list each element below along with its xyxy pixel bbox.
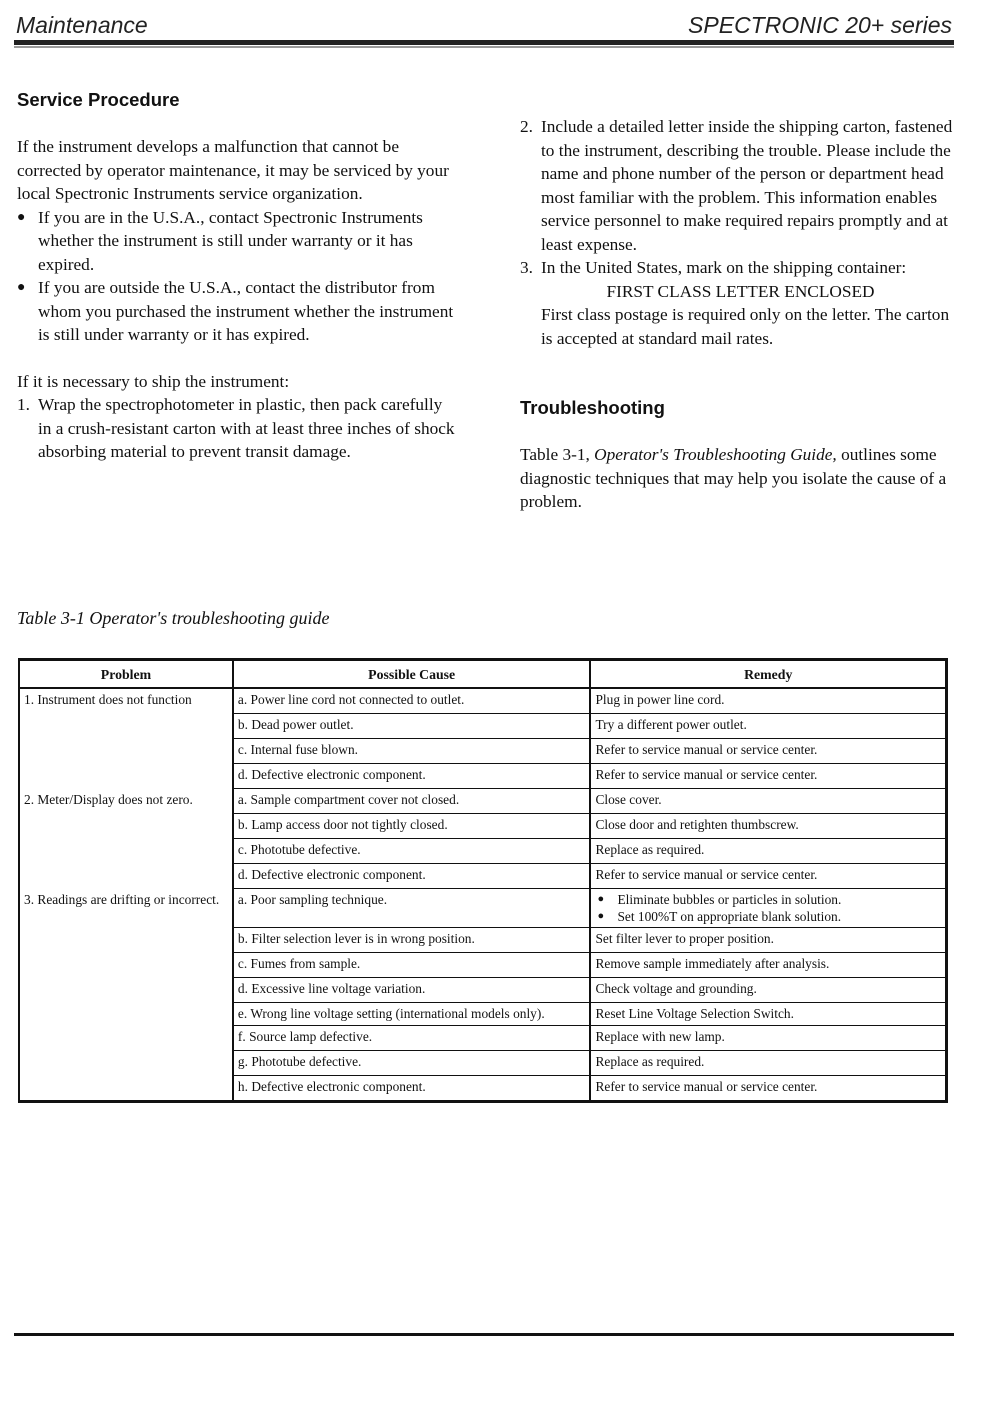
shipping-steps-continued <box>520 115 960 350</box>
remedy-cell: Set filter lever to proper position. <box>590 928 946 953</box>
header-problem: Problem <box>19 660 233 689</box>
ts-table-title-ref: Operator's Troubleshooting Guide, <box>594 445 837 464</box>
mail-marking: FIRST CLASS LETTER ENCLOSED <box>606 281 875 301</box>
cause-cell: g. Phototube defective. <box>233 1050 591 1075</box>
remedy-cell: Refer to service manual or service center. <box>590 1075 946 1101</box>
remedy-cell: Remove sample immediately after analysis. <box>590 953 946 978</box>
header-rule-shadow <box>14 46 954 48</box>
remedy-list-item: ● Set 100%T on appropriate blank solution. <box>595 909 941 926</box>
header-possible-cause: Possible Cause <box>233 660 591 689</box>
cause-cell: b. Lamp access door not tightly closed. <box>233 814 591 839</box>
cause-cell <box>233 1003 591 1026</box>
table-row <box>19 789 947 814</box>
problem-cell <box>19 688 233 789</box>
table-caption: Table 3-1 Operator's troubleshooting guide <box>17 608 330 628</box>
cause-cell: d. Excessive line voltage variation. <box>233 978 591 1003</box>
cause-cell: a. Power line cord not connected to outlet. <box>233 688 591 714</box>
step-text: In the United States, mark on the shipping container: <box>541 258 907 277</box>
step-item <box>520 256 960 350</box>
table-header-row <box>19 660 947 689</box>
right-column <box>520 115 960 514</box>
cause-cell: c. Internal fuse blown. <box>233 739 591 764</box>
cause-cell: a. Poor sampling technique. <box>233 889 591 928</box>
ts-text-before: Table 3-1, <box>520 445 595 464</box>
left-column <box>17 88 457 464</box>
table-row <box>19 688 947 714</box>
cause-cell: f. Source lamp defective. <box>233 1025 591 1050</box>
header-rule <box>14 40 954 45</box>
remedy-list-item: ● Eliminate bubbles or particles in solution. <box>595 892 941 909</box>
remedy-cell: Close door and retighten thumbscrew. <box>590 814 946 839</box>
service-heading: Service Procedure <box>17 89 180 110</box>
remedy-cell: Replace with new lamp. <box>590 1025 946 1050</box>
header-section-title: Maintenance <box>16 12 148 38</box>
cause-cell: d. Defective electronic component. <box>233 864 591 889</box>
step-number: 1. <box>17 395 30 414</box>
troubleshooting-table <box>18 658 948 1103</box>
cause-cell: b. Filter selection lever is in wrong position. <box>233 928 591 953</box>
header-product-title: SPECTRONIC 20+ series <box>688 12 952 38</box>
postage-note: First class postage is required only on the letter. The carton is accepted at standard mail rates. <box>541 305 950 348</box>
remedy-list <box>595 892 941 925</box>
footer-rule <box>14 1333 954 1336</box>
bullet-item: ● If you are outside the U.S.A., contact the distributor from whom you purchased the instrument whether the instrument is still under warranty or it has expired. <box>17 276 457 347</box>
cause-cell: h. Defective electronic component. <box>233 1075 591 1101</box>
remedy-cell: Plug in power line cord. <box>590 688 946 714</box>
remedy-cell <box>590 889 946 928</box>
problem-cell <box>19 889 233 1102</box>
remedy-cell: Reset Line Voltage Selection Switch. <box>590 1003 946 1026</box>
step-item <box>17 393 457 464</box>
step-text: Include a detailed letter inside the shipping carton, fastened to the instrument, describing the trouble. Please include the name and phone number of the person or department head most familiar with the problem. This information enables service personnel to make required repairs promptly and at least expense. <box>541 117 953 254</box>
step-text: Wrap the spectrophotometer in plastic, then pack carefully in a crush-resistant carton with at least three inches of shock absorbing material to prevent transit damage. <box>38 395 455 461</box>
remedy-cell: Try a different power outlet. <box>590 714 946 739</box>
step-item <box>520 115 960 256</box>
service-intro: If the instrument develops a malfunction that cannot be corrected by operator maintenance, it may be serviced by your local Spectronic Instruments service organization. <box>17 137 449 203</box>
problem-label: 2. Meter/Display does not zero. <box>24 791 193 807</box>
cause-cell: d. Defective electronic component. <box>233 764 591 789</box>
cause-cell: b. Dead power outlet. <box>233 714 591 739</box>
remedy-cell: Close cover. <box>590 789 946 814</box>
cause-cell: c. Fumes from sample. <box>233 953 591 978</box>
remedy-cell: Replace as required. <box>590 839 946 864</box>
remedy-cell: Refer to service manual or service center. <box>590 739 946 764</box>
ts-text-after: outlines some diagnostic techniques that may help you isolate the cause of a problem. <box>520 445 947 511</box>
problem-label: 1. Instrument does not function <box>24 692 192 707</box>
shipping-steps <box>17 393 457 464</box>
remedy-cell: Check voltage and grounding. <box>590 978 946 1003</box>
service-bullets <box>17 206 457 347</box>
problem-label: 3. Readings are drifting or incorrect. <box>24 891 220 907</box>
troubleshooting-heading: Troubleshooting <box>520 397 665 418</box>
table-row <box>19 889 947 928</box>
bullet-item: ● If you are in the U.S.A., contact Spectronic Instruments whether the instrument is still under warranty or it has expired. <box>17 206 457 277</box>
remedy-cell: Replace as required. <box>590 1050 946 1075</box>
troubleshooting-intro <box>520 443 960 514</box>
step-number: 3. <box>520 258 533 277</box>
problem-cell <box>19 789 233 889</box>
remedy-cell: Refer to service manual or service center. <box>590 864 946 889</box>
ship-intro: If it is necessary to ship the instrument: <box>17 371 290 391</box>
step-number: 2. <box>520 117 533 136</box>
cause-cell: a. Sample compartment cover not closed. <box>233 789 591 814</box>
cause-cell: c. Phototube defective. <box>233 839 591 864</box>
cause-text: e. Wrong line voltage setting (international models only). <box>237 1006 545 1021</box>
remedy-cell: Refer to service manual or service center. <box>590 764 946 789</box>
header-remedy: Remedy <box>590 660 946 689</box>
